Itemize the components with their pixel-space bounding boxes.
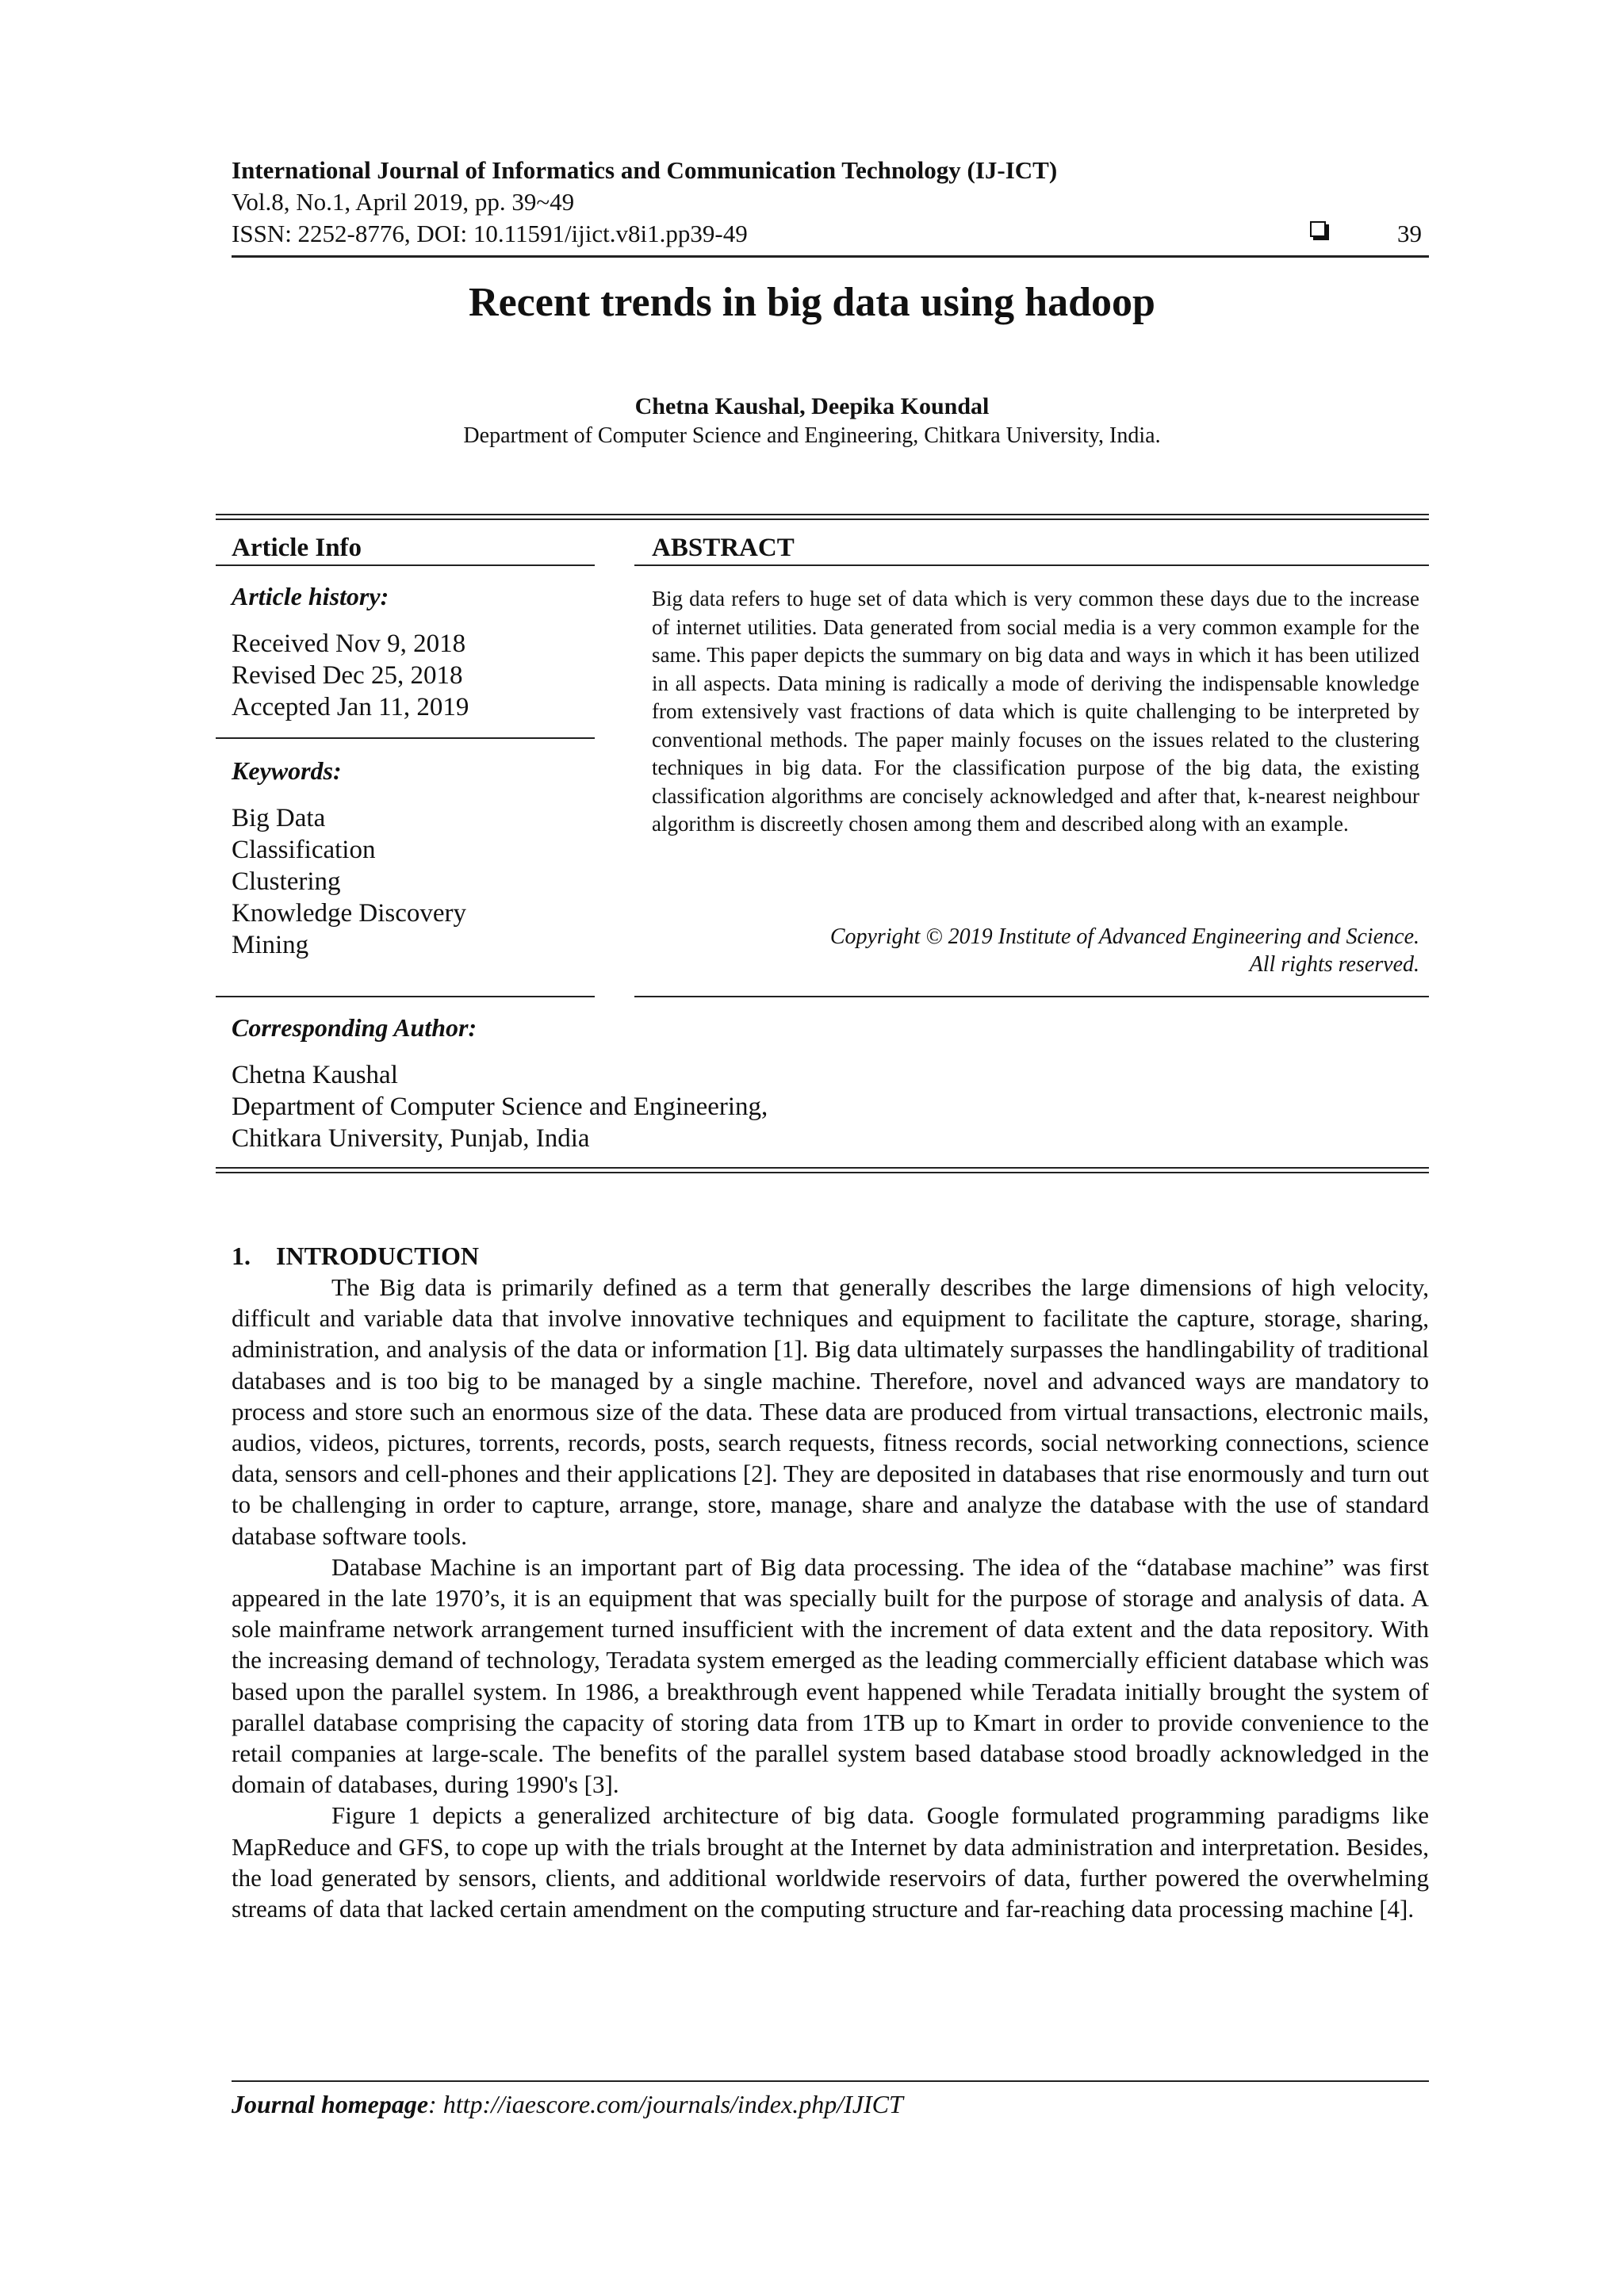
affiliation: Department of Computer Science and Engineering, Chitkara University, India. <box>463 423 1161 448</box>
checkbox-icon <box>1310 221 1326 237</box>
rights-line: All rights reserved. <box>1249 952 1419 977</box>
article-info-heading: Article Info <box>232 534 362 562</box>
footer-rule <box>232 2080 1429 2082</box>
intro-paragraph: Figure 1 depicts a generalized architecture of big data. Google formulated programming paradigms like MapReduce and GFS, to cope up with the trials brought at the Internet by data administration and interpretation. Besides, the load generated by sensors, clients, and additional worldwide reservoirs of data, further powered the overwhelming streams of data that lacked certain amendment on the computing structure and far-reaching data processing machine [4]. <box>232 1801 1429 1923</box>
revised-date: Revised Dec 25, 2018 <box>232 661 463 690</box>
introduction-body <box>232 1272 1429 1924</box>
journal-volume: Vol.8, No.1, April 2019, pp. 39~49 <box>232 188 575 216</box>
keywords-heading: Keywords: <box>232 756 342 785</box>
abstract-bottom-rule <box>634 996 1429 997</box>
journal-issn: ISSN: 2252-8776, DOI: 10.11591/ijict.v8i1.pp39-49 <box>232 220 748 247</box>
keyword-item: Mining <box>232 931 309 959</box>
intro-paragraph: The Big data is primarily defined as a term that generally describes the large dimensions of high velocity, difficult and variable data that involve innovative techniques and equipment to facilitate the capture, storage, sharing, administration, and analysis of the data or information [1]. Big data ultimately surpasses the handlingability of traditional databases and is too big to be managed by a single machine. Therefore, novel and advanced ways are mandatory to process and store such an enormous size of the data. These data are produced from virtual transactions, electronic mails, audios, videos, pictures, torrents, records, posts, search requests, fitness records, social networking connections, science data, sensors and cell-phones and their applications [2]. They are deposited in databases that rise enormously and turn out to be challenging in order to capture, arrange, store, manage, share and analyze the database with the use of standard database software tools. <box>232 1273 1429 1550</box>
info-top-rule <box>216 514 1429 515</box>
authors: Chetna Kaushal, Deepika Koundal <box>634 393 990 419</box>
history-rule <box>216 737 595 739</box>
author-department: Department of Computer Science and Engineering, <box>232 1093 768 1121</box>
journal-homepage <box>232 2090 903 2119</box>
author-university: Chitkara University, Punjab, India <box>232 1124 590 1153</box>
journal-name: International Journal of Informatics and Communication Technology (IJ-ICT) <box>232 156 1058 184</box>
keyword-item: Clustering <box>232 867 341 896</box>
copyright-line: Copyright © 2019 Institute of Advanced Engineering and Science. <box>829 924 1419 949</box>
accepted-date: Accepted Jan 11, 2019 <box>232 693 469 721</box>
header-rule <box>232 255 1429 258</box>
introduction-heading: 1. INTRODUCTION <box>232 1242 480 1270</box>
paper-title: Recent trends in big data using hadoop <box>469 280 1155 325</box>
received-date: Received Nov 9, 2018 <box>232 629 466 658</box>
abstract-text: Big data refers to huge set of data which is very common these days due to the increase of internet utilities. Data generated from social media is a very common example for the same. This paper depicts the summary on big data and ways in which it has been utilized in all aspects. Data mining is radically a mode of deriving the indispensable knowledge from extensively vast fractions of data which is quite challenging to be interpreted by conventional methods. The paper mainly focuses on the issues related to the clustering techniques in big data. For the classification purpose of the big data, the existing classification algorithms are concisely acknowledged and after that, k-nearest neighbour algorithm is discreetly chosen among them and described along with an example. <box>652 587 1419 836</box>
info-bottom-rule <box>216 1167 1429 1169</box>
author-name: Chetna Kaushal <box>232 1061 398 1089</box>
homepage-label: Journal homepage <box>232 2090 429 2118</box>
article-info-rule <box>216 564 595 566</box>
info-top-rule-2 <box>216 519 1429 520</box>
keyword-item: Big Data <box>232 804 326 832</box>
abstract-heading: ABSTRACT <box>652 534 795 562</box>
abstract-rule <box>634 564 1429 566</box>
homepage-url[interactable]: : http://iaescore.com/journals/index.php/IJICT <box>428 2090 903 2118</box>
corresponding-author-heading: Corresponding Author: <box>232 1013 477 1042</box>
keyword-item: Knowledge Discovery <box>232 899 467 928</box>
info-bottom-rule-2 <box>216 1172 1429 1173</box>
keywords-rule <box>216 996 595 997</box>
page-number: 39 <box>1397 220 1422 247</box>
keyword-item: Classification <box>232 836 376 864</box>
intro-paragraph: Database Machine is an important part of Big data processing. The idea of the “database machine” was first appeared in the late 1970’s, it is an equipment that was specially built for the purpose of storage and analysis of data. A sole mainframe network arrangement turned insufficient with the increment of data extent and the data repository. With the increasing demand of technology, Teradata system emerged as the leading commercially efficient database which was based upon the parallel system. In 1986, a breakthrough event happened while Teradata initially brought the system of parallel database comprising the capacity of storing data from 1TB up to Kmart in order to provide convenience to the retail companies at large-scale. The benefits of the parallel system based database stood broadly acknowledged in the domain of databases, during 1990's [3]. <box>232 1552 1429 1799</box>
article-history-heading: Article history: <box>232 582 389 610</box>
